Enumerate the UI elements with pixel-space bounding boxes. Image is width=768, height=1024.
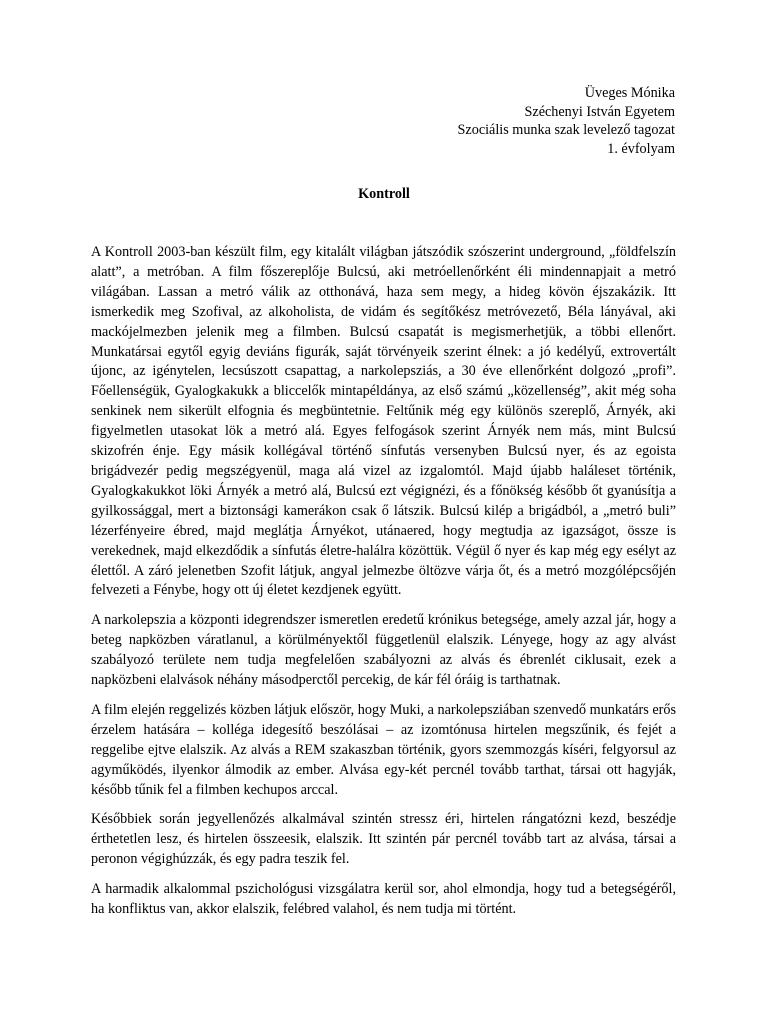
paragraph-third-episode: A harmadik alkalommal pszichológusi vizsgálatra kerül sor, ahol elmondja, hogy tud a betegségéről, ha konfliktus van, akkor elalszik, felébred valahol, és nem tudja mi történt. — [91, 881, 676, 918]
paragraph-narcolepsy-definition: A narkolepszia a központi idegrendszer ismeretlen eredetű krónikus betegsége, amely azzal jár, hogy a beteg napközben váratlanul, a körülményektől függetlenül elalszik. Lényege, hogy az agy alvást szabályozó területe nem tudja megfelelően szabályozni az alvás és ébrenlét ciklusait, ezek a napközbeni elalvások néhány másodperctől percekig, de kár fél óráig is tarthatnak. — [91, 612, 676, 689]
year-of-study: 1. évfolyam — [607, 140, 675, 157]
paragraph-second-episode: Későbbiek során jegyellenőzés alkalmával szintén stressz éri, hirtelen rángatózni kezd, beszédje érthetetlen lesz, és hirtelen összeesik, elalszik. Itt szintén pár percnél tovább tart az alvása, társai a peronon végighúzzák, és egy padra teszik fel. — [91, 811, 676, 868]
paragraph-first-episode: A film elején reggelizés közben látjuk először, hogy Muki, a narkolepsziában szenvedő munkatárs erős érzelem hatására – kolléga idegesítő beszólásai – az izomtónusa hirtelen megszűnik, és fejét a reggelibe ejtve elalszik. Az alvás a REM szakaszban történik, gyors szemmozgás kíséri, felgyorsul az agyműködés, ilyenkor álmodik az ember. Alvása egy-két percnél tovább tarthat, társai ott hagyják, később tűnik fel a filmben kechupos arccal. — [91, 701, 676, 798]
author-header — [458, 84, 675, 158]
university-name: Széchenyi István Egyetem — [524, 103, 675, 120]
paragraph-plot-summary: A Kontroll 2003-ban készült film, egy kitalált világban játszódik szószerint underground, „földfelszín alatt”, a metróban. A film főszereplője Bulcsú, aki metróellenőrként éli mindennapjait a metró világában. Lassan a metró válik az otthonává, haza sem megy, a hideg kövön éjszakázik. Itt ismerkedik meg Szofival, az alkoholista, de vidám és segítőkész metróvezető, Béla lányával, aki mackójelmezben jelenik meg a filmben. Bulcsú csapatát is megismerhetjük, a többi ellenőrt. Munkatársai egytől egyig deviáns figurák, saját törvényeik szerint élnek: a jó kedélyű, extrovertált újonc, az igénytelen, lecsúszott csapattag, a narkolepsziás, a 30 éve ellenőrként dolgozó „profi”. Főellenségük, Gyalogkakukk a bliccelők mintapéldánya, az első számú „közellenség”, akit még soha senkinek nem sikerült elfognia és megbüntetnie. Feltűnik még egy különös szereplő, Árnyék, aki figyelmetlen utasokat lök a metró alá. Egyes felfogások szerint Árnyék nem más, mint Bulcsú skizofrén énje. Egy másik kollégával történő sínfutás versenyben Bulcsú nyer, és az egoista brigádvezér pedig megszégyenül, maga alá vizel az izgalomtól. Majd újabb haláleset történik, Gyalogkakukkot löki Árnyék a metró alá, Bulcsú ezt végignézi, és a főnökség később őt gyanúsítja a gyilkossággal, mert a biztonsági kamerákon csak ő látszik. Bulcsú kilép a brigádból, a „metró buli” lézerfényeire ébred, majd meglátja Árnyékot, utánaered, hogy megtudja az igazságot, össze is verekednek, majd elkezdődik a sínfutás életre-halálra közöttük. Végül ő nyer és kap még egy esélyt az élettől. A záró jelenetben Szofit látjuk, angyal jelmezbe öltözve várja őt, és a metró mozgólépcsőjén felvezeti a Fénybe, hogy ott új életet kezdjenek együtt. — [91, 244, 676, 599]
program-name: Szociális munka szak levelező tagozat — [457, 122, 675, 139]
document-title: Kontroll — [358, 186, 410, 202]
document-body — [91, 243, 676, 930]
author-name: Üveges Mónika — [584, 85, 675, 101]
